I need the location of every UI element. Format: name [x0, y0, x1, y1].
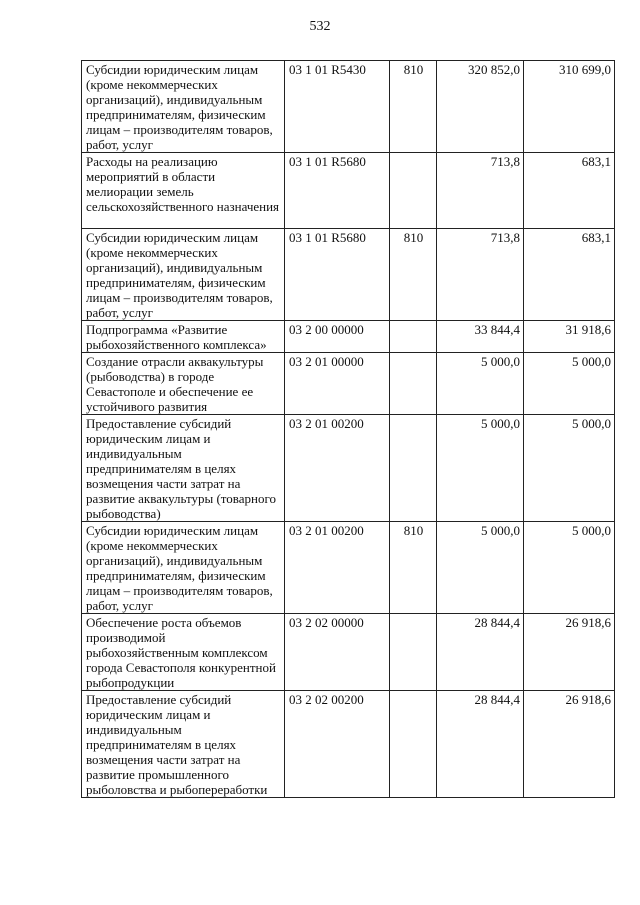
- row-value-2: 5 000,0: [524, 415, 615, 522]
- table-row: [82, 691, 615, 798]
- row-value-2: 683,1: [524, 229, 615, 321]
- row-value-1: 713,8: [437, 153, 524, 229]
- row-value-2: 26 918,6: [524, 614, 615, 691]
- row-code: 03 1 01 R5680: [285, 153, 390, 229]
- table-row: [82, 61, 615, 153]
- row-value-2: 310 699,0: [524, 61, 615, 153]
- row-value-1: 5 000,0: [437, 522, 524, 614]
- row-value-1: 5 000,0: [437, 353, 524, 415]
- row-expense-type: [390, 353, 437, 415]
- row-name: Подпрограмма «Развитие рыбохозяйственного комплекса»: [82, 321, 285, 353]
- row-expense-type: [390, 614, 437, 691]
- row-code: 03 2 02 00200: [285, 691, 390, 798]
- table-row: [82, 353, 615, 415]
- row-name: Субсидии юридическим лицам (кроме некоммерческих организаций), индивидуальным предпринимателям, физическим лицам – производителям товаров, работ, услуг: [82, 522, 285, 614]
- row-expense-type: 810: [390, 229, 437, 321]
- table-row: [82, 321, 615, 353]
- row-code: 03 2 00 00000: [285, 321, 390, 353]
- row-name: Субсидии юридическим лицам (кроме некоммерческих организаций), индивидуальным предпринимателям, физическим лицам – производителям товаров, работ, услуг: [82, 229, 285, 321]
- row-value-1: 28 844,4: [437, 614, 524, 691]
- budget-table: [81, 60, 615, 798]
- row-name: Предоставление субсидий юридическим лицам и индивидуальным предпринимателям в целях возмещения части затрат на развитие аквакультуры (товарного рыбоводства): [82, 415, 285, 522]
- row-code: 03 1 01 R5430: [285, 61, 390, 153]
- row-code: 03 2 01 00200: [285, 415, 390, 522]
- row-expense-type: [390, 691, 437, 798]
- row-expense-type: [390, 415, 437, 522]
- row-value-2: 5 000,0: [524, 522, 615, 614]
- table-row: [82, 522, 615, 614]
- row-value-2: 683,1: [524, 153, 615, 229]
- row-value-1: 713,8: [437, 229, 524, 321]
- row-value-1: 28 844,4: [437, 691, 524, 798]
- table-row: [82, 229, 615, 321]
- row-value-2: 5 000,0: [524, 353, 615, 415]
- row-value-2: 26 918,6: [524, 691, 615, 798]
- row-code: 03 2 02 00000: [285, 614, 390, 691]
- row-expense-type: [390, 153, 437, 229]
- row-value-1: 5 000,0: [437, 415, 524, 522]
- row-name: Обеспечение роста объемов производимой рыбохозяйственным комплексом города Севастополя конкурентной рыбопродукции: [82, 614, 285, 691]
- row-value-2: 31 918,6: [524, 321, 615, 353]
- row-value-1: 33 844,4: [437, 321, 524, 353]
- row-expense-type: [390, 321, 437, 353]
- row-name: Субсидии юридическим лицам (кроме некоммерческих организаций), индивидуальным предпринимателям, физическим лицам – производителям товаров, работ, услуг: [82, 61, 285, 153]
- row-value-1: 320 852,0: [437, 61, 524, 153]
- row-code: 03 2 01 00200: [285, 522, 390, 614]
- table-row: [82, 415, 615, 522]
- row-code: 03 1 01 R5680: [285, 229, 390, 321]
- row-code: 03 2 01 00000: [285, 353, 390, 415]
- row-name: Расходы на реализацию мероприятий в области мелиорации земель сельскохозяйственного назначения: [82, 153, 285, 229]
- page-number: 532: [309, 19, 331, 34]
- row-expense-type: 810: [390, 522, 437, 614]
- row-expense-type: 810: [390, 61, 437, 153]
- row-name: Предоставление субсидий юридическим лицам и индивидуальным предпринимателям в целях возмещения части затрат на развитие промышленного рыболовства и рыбопереработки: [82, 691, 285, 798]
- table-row: [82, 614, 615, 691]
- row-name: Создание отрасли аквакультуры (рыбоводства) в городе Севастополе и обеспечение ее устойчивого развития: [82, 353, 285, 415]
- table-row: [82, 153, 615, 229]
